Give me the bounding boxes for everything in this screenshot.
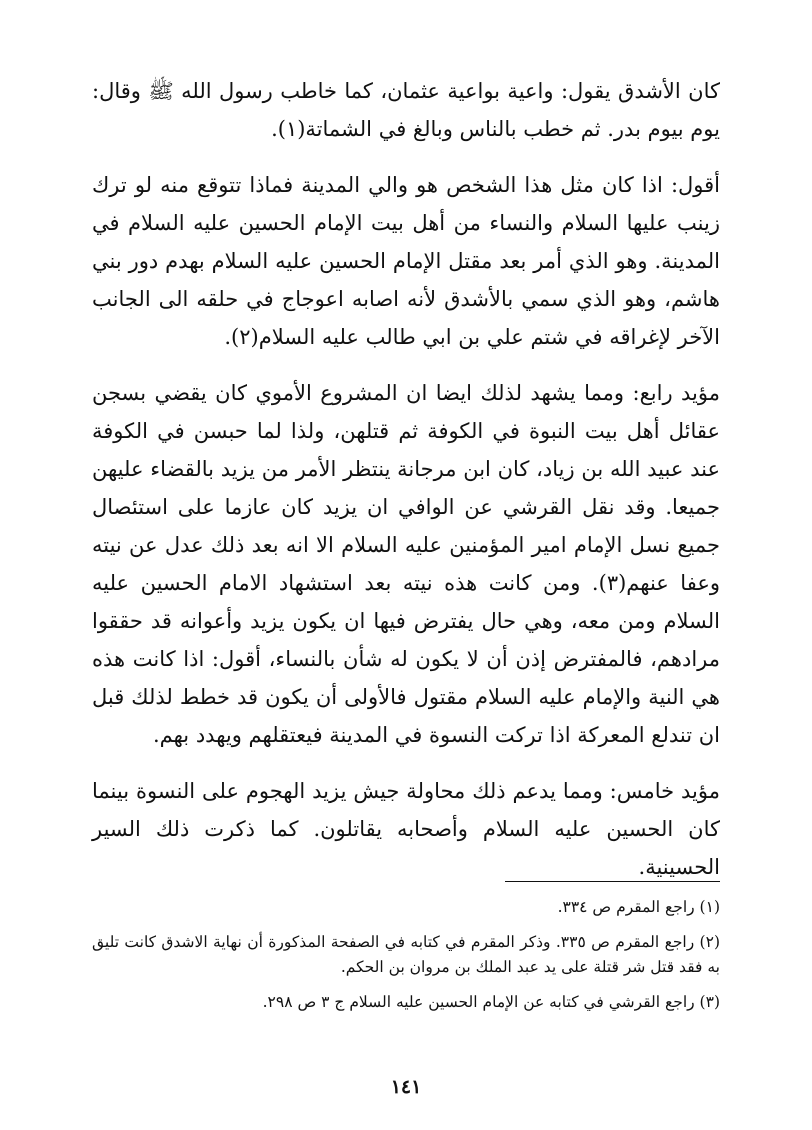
paragraph-4: مؤيد خامس: ومما يدعم ذلك محاولة جيش يزيد الهجوم على النسوة بينما كان الحسين عليه السلام وأصحابه يقاتلون. كما ذكرت ذلك السير الحسينية. [92, 779, 720, 879]
body-text [92, 72, 720, 904]
paragraph-3: مؤيد رابع: ومما يشهد لذلك ايضا ان المشروع الأموي كان يقضي بسجن عقائل أهل بيت النبوة في الكوفة ثم قتلهن، ولذا لما حبسن في الكوفة عند عبيد الله بن زياد، كان ابن مرجانة ينتظر الأمر من يزيد بالقضاء عليهن جميعا. وقد نقل القرشي عن الوافي ان يزيد كان عازما على استئصال جميع نسل الإمام امير المؤمنين عليه السلام الا انه بعد ذلك عدل عن نيته وعفا عنهم(٣). ومن كانت هذه نيته بعد استشهاد الامام الحسين عليه السلام ومن معه، وهي حال يفترض فيها ان يكون يزيد وأعوانه قد حققوا مرادهم، فالمفترض إذن أن لا يكون له شأن بالنساء، أقول: اذا كانت هذه هي النية والإمام عليه السلام مقتول فالأولى أن يكون قد خطط لذلك قبل ان تندلع المعركة اذا تركت النسوة في المدينة فيعتقلهم ويهدد بهم. [92, 381, 721, 747]
footnotes [92, 895, 720, 1025]
paragraph-1: كان الأشدق يقول: واعية بواعية عثمان، كما خاطب رسول الله ﷺ وقال: يوم بيوم بدر. ثم خطب بالناس وبالغ في الشماتة(١). [92, 79, 720, 141]
footnote-3: (٣) راجع القرشي في كتابه عن الإمام الحسين عليه السلام ج ٣ ص ٢٩٨. [262, 993, 720, 1011]
footnote-1: (١) راجع المقرم ص ٣٣٤. [557, 898, 720, 916]
paragraph-2: أقول: اذا كان مثل هذا الشخص هو والي المدينة فماذا تتوقع منه لو ترك زينب عليها السلام والنساء من أهل بيت الإمام الحسين عليه السلام في المدينة. وهو الذي أمر بعد مقتل الإمام الحسين عليه السلام بهدم دور بني هاشم، وهو الذي سمي بالأشدق لأنه اصابه اعوجاج في حلقه الى الجانب الآخر لإغراقه في شتم علي بن ابي طالب عليه السلام(٢). [92, 173, 720, 349]
page-number: ١٤١ [390, 1076, 422, 1098]
footnote-2: (٢) راجع المقرم ص ٣٣٥. وذكر المقرم في كتابه في الصفحة المذكورة أن نهاية الاشدق كانت تليق به فقد قتل شر قتلة على يد عبد الملك بن مروان بن الحكم. [92, 933, 720, 976]
footnote-divider [505, 881, 720, 882]
